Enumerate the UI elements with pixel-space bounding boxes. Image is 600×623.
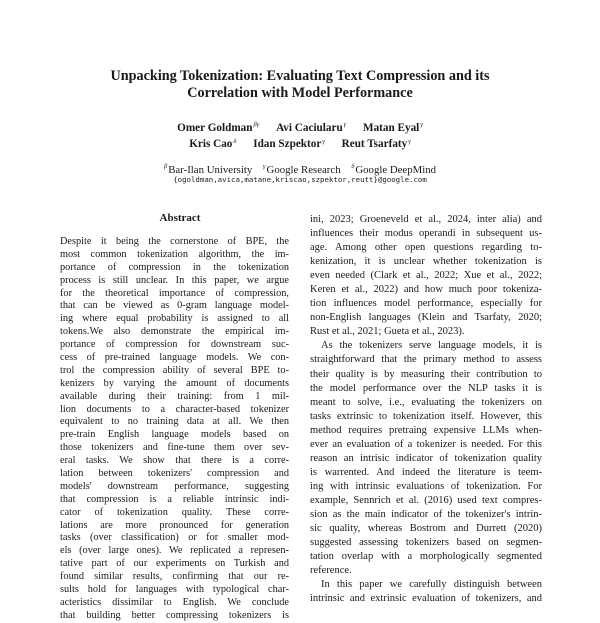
author-affiliation-mark: γ (343, 121, 347, 128)
body-text-line: ever an evaluation of a tokenizer is needed. For this (310, 438, 542, 450)
body-text-line: reference. (310, 565, 352, 577)
abstract-line: portance of compression for downstream suc- (60, 339, 289, 351)
abstract-line: ing where equal probability is assigned to all (60, 313, 289, 325)
body-text-line: kenization, it is unclear whether tokenization is (310, 256, 542, 268)
body-text-line: reason an intrisic indicator of tokenization quality (310, 452, 542, 464)
author (342, 138, 411, 150)
abstract-line: lations are more pronounced for generation (60, 519, 289, 531)
abstract-line: kenizers by varying the amount of documents (60, 377, 289, 389)
author-list (60, 118, 540, 151)
body-text-line: tion influences model performance, especially for (310, 298, 542, 310)
introduction-body (310, 213, 542, 606)
author-affiliation-mark: βγ (253, 121, 260, 128)
author-name: Matan Eyal (363, 121, 420, 134)
body-text-line: influences their modus operandi in subsequent us- (310, 228, 542, 240)
abstract-line: found similar results, confirming that our re- (60, 571, 289, 583)
abstract-line: acteristics dissimilar to English. We conclude (60, 596, 289, 608)
body-text-line: tation overlap with a morphologically segmented (310, 551, 542, 563)
author-affiliation-mark: γ (408, 137, 411, 145)
body-text-line: their quality is by measuring their contribution to (310, 368, 542, 380)
body-text-line: In this paper we carefully distinguish between (321, 579, 542, 591)
abstract-line: process is still unclear. In this paper, we argue (60, 274, 289, 286)
author (253, 138, 325, 150)
abstract-line: lation between tokenizers' compression and (60, 468, 289, 480)
body-text-line: As the tokenizers serve language models, it is (321, 340, 542, 352)
abstract-line: tokens.We also demonstrate the empirical im- (60, 326, 289, 338)
body-text-line: even needed (Clark et al., 2022; Xue et al., 2022; (310, 270, 542, 282)
abstract-line: sults hold for languages with typological char- (60, 584, 289, 596)
author-name: Avi Caciularu (276, 121, 343, 134)
author-affiliation-mark: γ (420, 121, 423, 128)
abstract-line: those tokenizers and fine-tune them over sev- (60, 442, 289, 454)
author-row (60, 135, 540, 152)
body-text-line: intrinsic and extrinsic evaluation of tokenizers, and (310, 593, 542, 605)
body-text-line: ini, 2023; Groeneveld et al., 2024, inter alia) and (310, 214, 542, 225)
abstract-line: models' downstream performance, suggesting (60, 480, 289, 492)
paper-title (60, 68, 540, 102)
abstract-line: available during their training: from 1 mil- (60, 390, 289, 402)
author (363, 122, 423, 134)
body-text-line: example, Sennrich et al. (2016) used text compres- (310, 494, 542, 506)
abstract-heading: Abstract (159, 212, 201, 224)
body-text-line: is warrented. And indeed the literature is teem- (310, 466, 542, 478)
body-text-line: non-English languages (Klein and Tsarfaty, 2020; (310, 312, 542, 324)
abstract-line: els (over large ones). We replicated a represen- (60, 545, 289, 557)
author-emails[interactable]: {ogoldman,avica,matane,kriscao,szpektor,reutt}@google.com (173, 175, 427, 184)
affiliation (351, 164, 436, 176)
abstract-line: that compression is a reliable intrinsic indi- (60, 493, 289, 505)
affiliation-name: Google DeepMind (355, 163, 437, 176)
author (177, 122, 259, 134)
body-text-line: Keren et al., 2022) and how much poor tokeniza- (310, 284, 542, 296)
affiliation-mark: δ (351, 163, 355, 170)
body-text-line: tasks extrinsic to tokenization itself. However, this (310, 410, 542, 422)
abstract-line: most common tokenization algorithm, the im- (60, 248, 289, 260)
abstract-line: eral tasks. We show that there is a corre- (60, 455, 289, 467)
body-text-line: sion as the main indicator of the tokenizer's intrin- (310, 508, 542, 520)
affiliation-name: Google Research (266, 163, 341, 176)
body-text-line: the model performance over the NLP tasks it is (310, 382, 542, 394)
abstract-line: equivalent to no training data at all. We then (60, 416, 289, 428)
abstract-line: that can be viewed as 0-gram language model- (60, 300, 289, 312)
abstract-line: that building better compressing tokenizers is (60, 609, 289, 621)
abstract-line: portance of compression in the tokenization (60, 261, 289, 273)
author-affiliation-mark: δ (233, 137, 237, 145)
body-text-line: suggested assessing tokenizers based on segmen- (310, 537, 542, 549)
body-text-line: Rust et al., 2021; Gueta et al., 2023). (310, 326, 465, 338)
title-line: Correlation with Model Performance (187, 85, 413, 101)
body-text-line: meant to solve, i.e., evaluating the tokenizers on (310, 396, 542, 408)
author-affiliation-mark: γ (322, 137, 325, 145)
author (276, 122, 346, 134)
affiliation-name: Bar-Ilan University (168, 163, 253, 176)
abstract-body (60, 236, 289, 623)
affiliation (164, 164, 252, 176)
abstract-line: tasks (over classification) or for smaller mod- (60, 532, 289, 544)
affiliation-mark: β (163, 163, 168, 170)
abstract-line: Despite it being the cornerstone of BPE, the (60, 236, 289, 247)
affiliation (263, 164, 341, 176)
author-name: Kris Cao (189, 138, 233, 151)
abstract-line: lion documents to a character-based tokenizer (60, 403, 289, 415)
author-name: Reut Tsarfaty (341, 138, 408, 151)
body-text-line: straightforward that the primary method to assess (310, 354, 542, 366)
abstract-line: cess of pre-trained language models. We con- (60, 352, 289, 364)
body-text-line: method requires pretraing expensive LLMs when- (310, 424, 542, 436)
abstract-line: trol the compression ability of several BPE to- (60, 364, 289, 376)
body-text-line: age. Among other open questions regarding to- (310, 242, 542, 254)
abstract-line: for the theoretical importance of compression, (60, 287, 289, 299)
body-text-line: sic quality, whereas Bostrom and Durrett (2020) (310, 523, 542, 535)
author (189, 138, 236, 150)
abstract-line: tative part of our experiments on Turkish and (60, 558, 289, 570)
abstract-line: cator of tokenization quality. These corre- (60, 506, 289, 518)
author-name: Omer Goldman (177, 121, 253, 134)
abstract-line: pre-train English language models based on (60, 429, 289, 441)
author-row (60, 118, 540, 135)
author-name: Idan Szpektor (253, 138, 322, 151)
body-text-line: ing with intrinsic evaluations of tokenization. For (310, 480, 542, 492)
affiliation-mark: γ (262, 163, 266, 170)
title-line: Unpacking Tokenization: Evaluating Text Compression and its (110, 68, 490, 84)
